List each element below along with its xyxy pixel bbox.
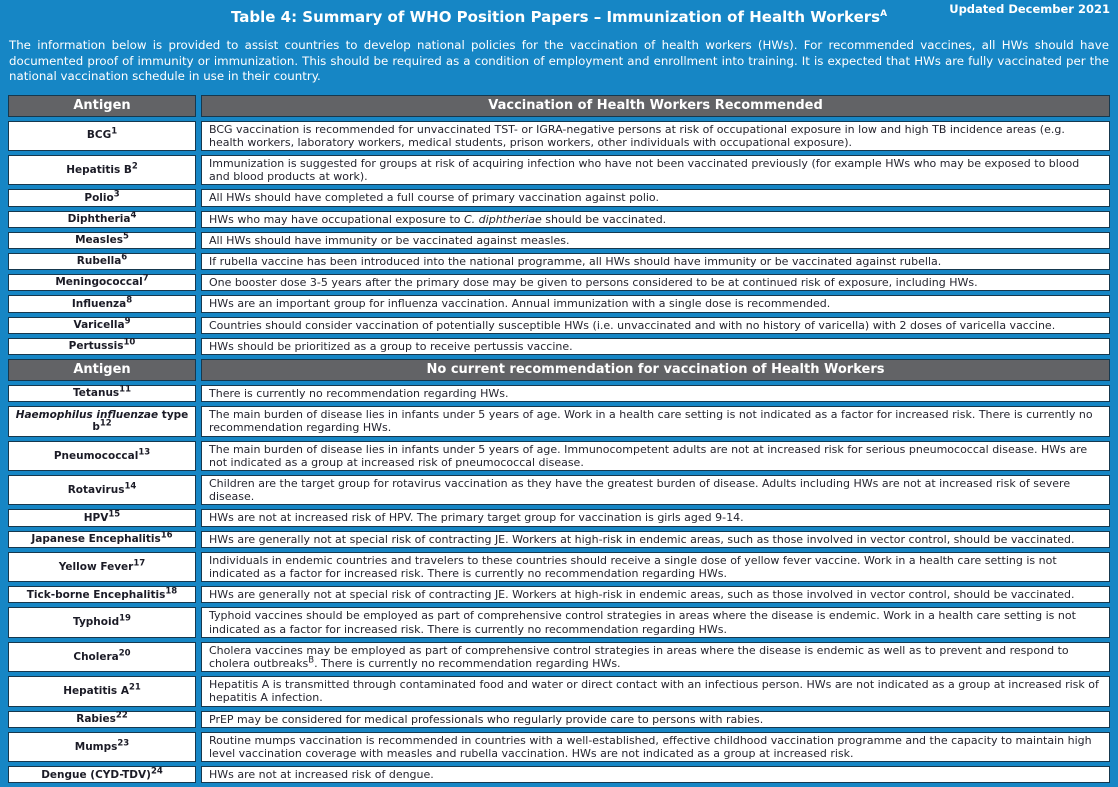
description-cell: HWs who may have occupational exposure to C. diphtheriae should be vaccinated. [201,211,1110,228]
antigen-cell: Pneumococcal$^{13}$ [8,441,196,471]
antigen-cell: Meningococcal$^7$ [8,274,196,291]
antigen-cell: Hepatitis $A^{21}$ [8,676,196,706]
description-cell: HWs are an important group for influenza vaccination. Annual immunization with a single dose is recommended. [201,295,1110,312]
antigen-cell: Yellow Fever$^{17}$ [8,552,196,582]
description-cell: All HWs should have immunity or be vaccinated against measles. [201,232,1110,249]
description-cell: The main burden of disease lies in infants under 5 years of age. Work in a health care setting is not indicated as a factor for increased risk. There is currently no recommendation regarding HWs. [201,406,1110,436]
description-cell: Routine mumps vaccination is recommended in countries with a well-established, effective childhood vaccination programme and the capacity to maintain high level vaccination coverage with measles and rubella vaccination. HWs are not indicated as a group at increased risk. [201,732,1110,762]
table-row [8,253,1110,270]
intro-text: The information below is provided to assist countries to develop national policies for the vaccination of health workers (HWs). For recommended vaccines, all HWs should have documented proof of immunity or immunization. This should be required as a condition of employment and enrollment into training. It is expected that HWs are fully vaccinated per the national vaccination schedule in use in their country. [9,38,1109,85]
table-row [8,338,1110,355]
antigen-cell: Rotavirus$^{14}$ [8,475,196,505]
table-row [8,711,1110,728]
antigen-cell: Diphtheria$^4$ [8,211,196,228]
antigen-cell: Typhoid$^{19}$ [8,607,196,637]
table-row [8,121,1110,151]
description-cell: Children are the target group for rotavirus vaccination as they have the greatest burden of disease. Adults including HWs are not at increased risk of severe disease. [201,475,1110,505]
antigen-column-header: Antigen [8,359,196,381]
description-cell: PrEP may be considered for medical professionals who regularly provide care to persons with rabies. [201,711,1110,728]
antigen-cell: Tetanus$^{11}$ [8,385,196,402]
description-cell: HWs are generally not at special risk of contracting JE. Workers at high-risk in endemic areas, such as those involved in vector control, should be vaccinated. [201,586,1110,603]
table-row [8,607,1110,637]
table-row [8,676,1110,706]
antigen-cell: Dengue $(CYD-TDV)^{24}$ [8,766,196,783]
description-cell: There is currently no recommendation regarding HWs. [201,385,1110,402]
description-cell: HWs are not at increased risk of dengue. [201,766,1110,783]
table-row [8,155,1110,185]
summary-table-body [8,95,1110,784]
description-cell: BCG vaccination is recommended for unvaccinated TST- or IGRA-negative persons at risk of occupational exposure in low and high TB incidence areas (e.g. health workers, laboratory workers, medical students, prison workers, other individuals with occupational exposure). [201,121,1110,151]
antigen-cell: Rabies$^{22}$ [8,711,196,728]
antigen-cell: Haemophilus influenzae type $b^{12}$ [8,406,196,436]
recommendation-column-header: No current recommendation for vaccination of Health Workers [201,359,1110,381]
antigen-cell: Influenza$^8$ [8,295,196,312]
table-row [8,274,1110,291]
table-row [8,441,1110,471]
description-cell: HWs are not at increased risk of HPV. The primary target group for vaccination is girls aged 9-14. [201,509,1110,526]
table-row [8,552,1110,582]
antigen-cell: Varicella$^9$ [8,317,196,334]
antigen-cell: Tick-borne Encephalitis$^{18}$ [8,586,196,603]
antigen-cell: Cholera$^{20}$ [8,642,196,672]
table-row [8,766,1110,783]
description-cell: All HWs should have completed a full course of primary vaccination against polio. [201,189,1110,206]
antigen-cell: Mumps$^{23}$ [8,732,196,762]
table-row [8,295,1110,312]
description-cell: If rubella vaccine has been introduced into the national programme, all HWs should have immunity or be vaccinated against rubella. [201,253,1110,270]
antigen-cell: Polio$^3$ [8,189,196,206]
antigen-cell: Hepatitis $B^2$ [8,155,196,185]
antigen-cell: BCG$^1$ [8,121,196,151]
table-row [8,385,1110,402]
description-cell: Countries should consider vaccination of potentially susceptible HWs (i.e. unvaccinated and with no history of varicella) with 2 doses of varicella vaccine. [201,317,1110,334]
description-cell: Immunization is suggested for groups at risk of acquiring infection who have not been vaccinated previously (for example HWs who may be exposed to blood and blood products at work). [201,155,1110,185]
section-header-row [8,95,1110,117]
page-title-text: Table 4: Summary of WHO Position Papers – Immunization of Health Workers [231,8,880,26]
description-cell: Hepatitis A is transmitted through contaminated food and water or direct contact with an infectious person. HWs are not indicated as a group at increased risk of hepatitis A infection. [201,676,1110,706]
table-row [8,189,1110,206]
table-row [8,406,1110,436]
antigen-cell: Rubella$^6$ [8,253,196,270]
table-row [8,509,1110,526]
antigen-cell: Measles$^5$ [8,232,196,249]
table-row [8,211,1110,228]
table-row [8,317,1110,334]
antigen-cell: Japanese Encephalitis$^{16}$ [8,531,196,548]
description-cell: One booster dose 3-5 years after the primary dose may be given to persons considered to be at continued risk of exposure, including HWs. [201,274,1110,291]
summary-table [3,91,1115,787]
table-row [8,586,1110,603]
table-row [8,642,1110,672]
antigen-cell: HPV$^{15}$ [8,509,196,526]
description-cell: HWs are generally not at special risk of contracting JE. Workers at high-risk in endemic areas, such as those involved in vector control, should be vaccinated. [201,531,1110,548]
description-cell: HWs should be prioritized as a group to receive pertussis vaccine. [201,338,1110,355]
section-header-row [8,359,1110,381]
description-cell: Individuals in endemic countries and travelers to these countries should receive a single dose of yellow fever vaccine. Work in a health care setting is not indicated as a factor for increased risk. There is currently no recommendation regarding HWs. [201,552,1110,582]
description-cell: The main burden of disease lies in infants under 5 years of age. Immunocompetent adults are not at increased risk for serious pneumococcal disease. HWs are not indicated as a group at increased risk of pneumococcal disease. [201,441,1110,471]
antigen-column-header: Antigen [8,95,196,117]
description-cell: Cholera vaccines may be employed as part of comprehensive control strategies in areas where the disease is endemic as well as to prevent and respond to cholera outbreaks$^B$. There is currently no recommendation regarding HWs. [201,642,1110,672]
description-cell: Typhoid vaccines should be employed as part of comprehensive control strategies in areas where the disease is endemic. Work in a health care setting is not indicated as a factor for increased risk. There is currently no recommendation regarding HWs. [201,607,1110,637]
recommendation-column-header: Vaccination of Health Workers Recommended [201,95,1110,117]
table-row [8,531,1110,548]
table-row [8,732,1110,762]
antigen-cell: Pertussis$^{10}$ [8,338,196,355]
table-row [8,475,1110,505]
updated-date: Updated December 2021 [949,2,1110,16]
page-header [0,0,1118,27]
page-title-footnote-marker: A [880,9,887,19]
table-row [8,232,1110,249]
